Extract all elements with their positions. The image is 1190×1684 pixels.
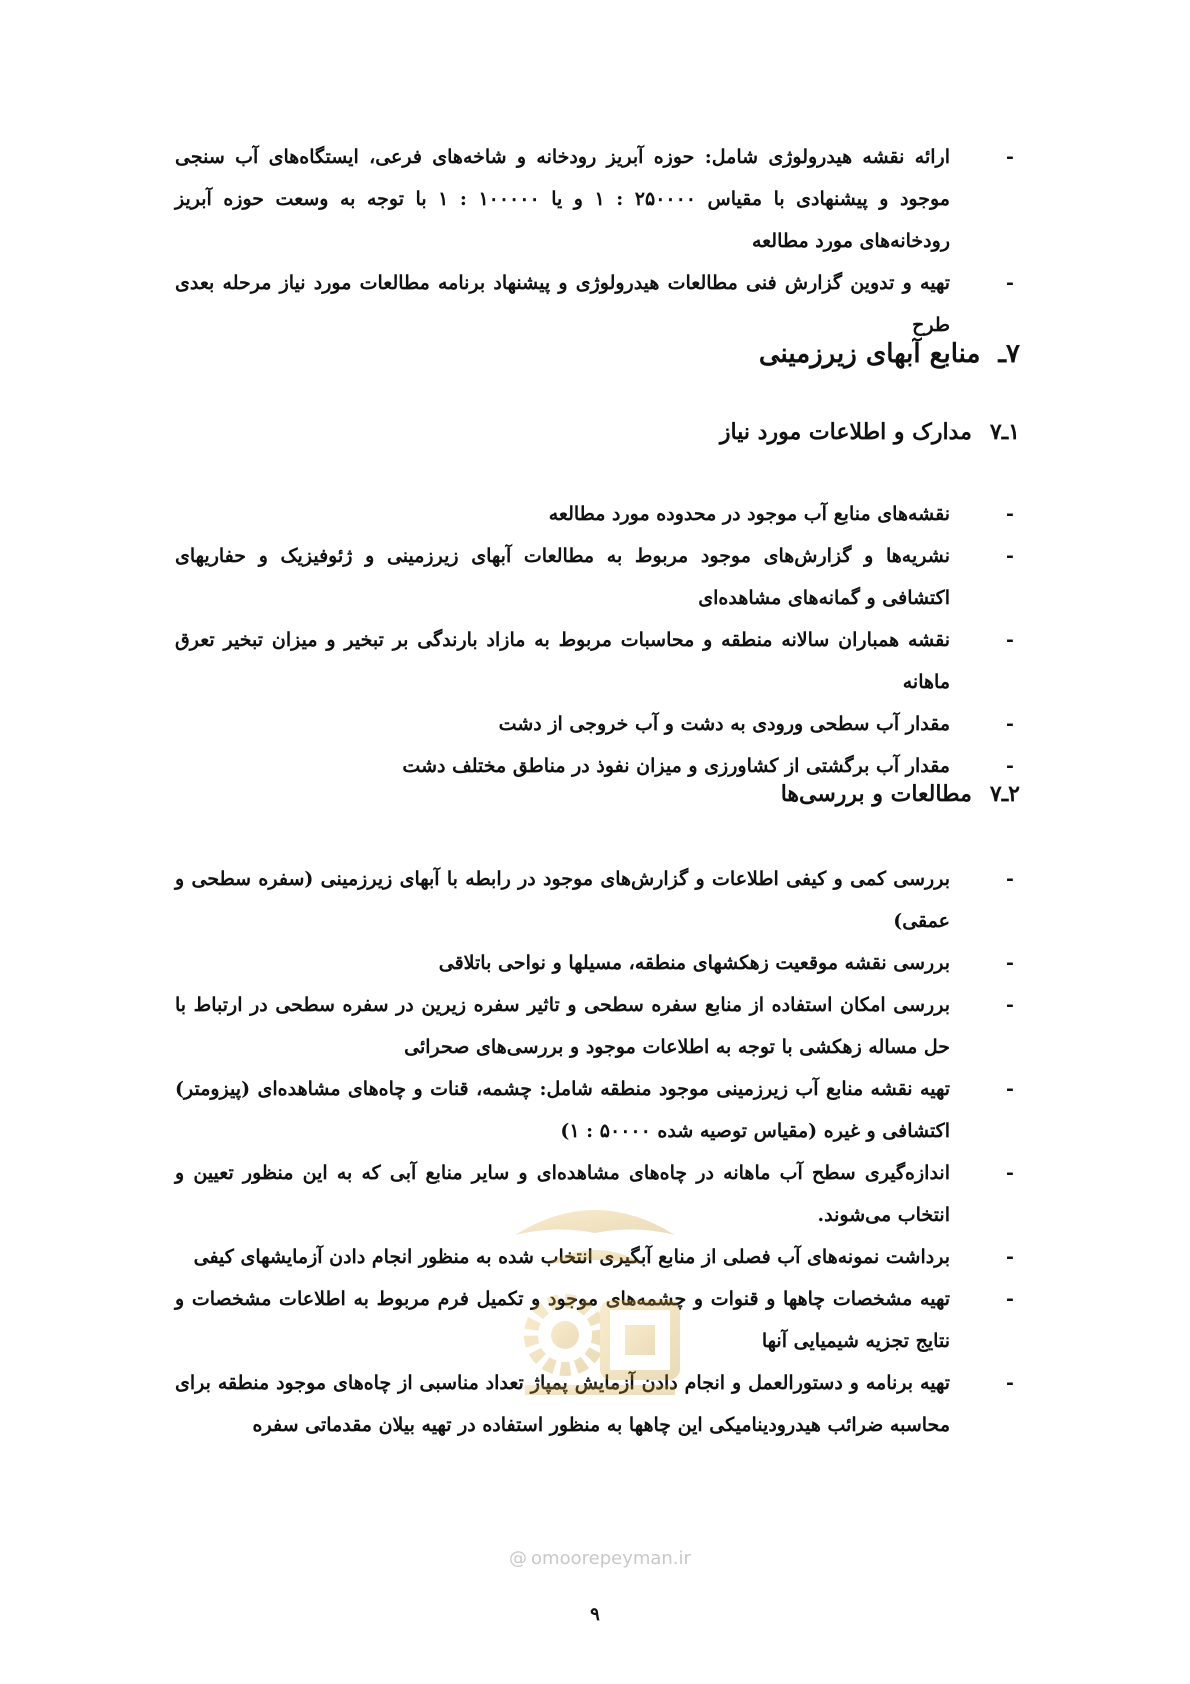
- list-item: [175, 1236, 1020, 1278]
- list-item-text: تهیه برنامه و دستورالعمل و انجام دادن آزمایش پمپاژ تعداد مناسبی از چاه‌های موجود منطقه برای محاسبه ضرائب هیدرودینامیکی این چاهها به منظور استفاده در تهیه بیلان مقدماتی سفره: [175, 1372, 950, 1436]
- section-heading: [759, 334, 1020, 374]
- subsection-heading-2: [781, 776, 1020, 812]
- list-item-text: مقدار آب سطحی ورودی به دشت و آب خروجی از دشت: [498, 713, 950, 735]
- subsection-2-list-block: [175, 858, 1020, 1446]
- list-item-text: تهیه مشخصات چاهها و قنوات و چشمه‌های موجود و تکمیل فرم مربوط به اطلاعات مشخصات و نتایج تجزیه شیمیایی آنها: [175, 1288, 950, 1352]
- list-item-text: تهیه و تدوین گزارش فنی مطالعات هیدرولوژی و پیشنهاد برنامه مطالعات مورد نیاز مرحله بعدی طرح: [175, 272, 950, 336]
- list-item: [175, 942, 1020, 984]
- subsection-1-list-block: [175, 493, 1020, 787]
- list-item: [175, 1278, 1020, 1362]
- subsection-1-list: [175, 493, 1020, 787]
- list-item-text: تهیه نقشه منابع آب زیرزمینی موجود منطقه شامل: چشمه، قنات و چاه‌های مشاهده‌ای (پیزومتر) اکتشافی و غیره (مقیاس توصیه شده ۵۰۰۰۰ : ۱): [175, 1078, 950, 1142]
- list-item-text: برداشت نمونه‌های آب فصلی از منابع آبگیری انتخاب شده به منظور انجام دادن آزمایشهای کیفی: [193, 1246, 950, 1268]
- bullet-dash: -: [1006, 545, 1014, 567]
- bullet-dash: -: [1006, 272, 1014, 294]
- list-item: [175, 619, 1020, 703]
- list-item: [175, 1362, 1020, 1446]
- at-sign-icon: @: [509, 1548, 528, 1569]
- subsection-2-list: [175, 858, 1020, 1446]
- subsection-number: ۱ـ۷: [989, 419, 1020, 445]
- list-item-text: مقدار آب برگشتی از کشاورزی و میزان نفوذ در مناطق مختلف دشت: [402, 755, 950, 777]
- bullet-dash: -: [1006, 1078, 1014, 1100]
- bullet-dash: -: [1006, 1246, 1014, 1268]
- list-item: [175, 703, 1020, 745]
- bullet-dash: -: [1006, 1162, 1014, 1184]
- bullet-dash: -: [1006, 994, 1014, 1016]
- list-item-text: بررسی کمی و کیفی اطلاعات و گزارش‌های موجود در رابطه با آبهای زیرزمینی (سفره سطحی و عمقی): [175, 868, 950, 932]
- list-item-text: نقشه‌های منابع آب موجود در محدوده مورد مطالعه: [548, 503, 950, 525]
- section-title: منابع آبهای زیرزمینی: [758, 339, 981, 369]
- list-item: [175, 136, 1020, 262]
- bullet-dash: -: [1006, 1372, 1014, 1394]
- top-list-block: [175, 136, 1020, 346]
- list-item: [175, 1152, 1020, 1236]
- bullet-dash: -: [1006, 868, 1014, 890]
- subsection-title: مدارک و اطلاعات مورد نیاز: [719, 419, 972, 445]
- bullet-dash: -: [1006, 503, 1014, 525]
- bullet-dash: -: [1006, 629, 1014, 651]
- list-item-text: اندازه‌گیری سطح آب ماهانه در چاه‌های مشاهده‌ای و سایر منابع آبی که به این منظور تعیین و انتخاب می‌شوند.: [175, 1162, 950, 1226]
- list-item-text: بررسی نقشه موقعیت زهکشهای منطقه، مسیلها و نواحی باتلاقی: [438, 952, 950, 974]
- bullet-dash: -: [1006, 713, 1014, 735]
- list-item: [175, 1068, 1020, 1152]
- watermark-url: omoorepeyman.ir: [531, 1548, 691, 1569]
- list-item-text: بررسی امکان استفاده از منابع سفره سطحی و تاثیر سفره زیرین در سفره سطحی در ارتباط با حل مساله زهکشی با توجه به اطلاعات موجود و بررسی‌های صحرائی: [175, 994, 950, 1058]
- list-item: [175, 493, 1020, 535]
- page-number: ۹: [590, 1604, 600, 1625]
- watermark-text: [500, 1548, 700, 1569]
- list-item-text: ارائه نقشه هیدرولوژی شامل: حوزه آبریز رودخانه و شاخه‌های فرعی، ایستگاه‌های آب سنجی موجود و پیشنهادی با مقیاس ۲۵۰۰۰۰ : ۱ و یا ۱۰۰۰۰۰ : ۱ با توجه به وسعت حوزه آبریز رودخانه‌های مورد مطالعه: [175, 146, 950, 252]
- list-item: [175, 858, 1020, 942]
- list-item-text: نقشه همباران سالانه منطقه و محاسبات مربوط به مازاد بارندگی بر تبخیر و میزان تبخیر تعرق ماهانه: [175, 629, 950, 693]
- bullet-dash: -: [1006, 1288, 1014, 1310]
- list-item-text: نشریه‌ها و گزارش‌های موجود مربوط به مطالعات آبهای زیرزمینی و ژئوفیزیک و حفاریهای اکتشافی و گمانه‌های مشاهده‌ای: [175, 545, 950, 609]
- section-number: ۷ـ: [998, 339, 1020, 369]
- subsection-heading-1: [720, 414, 1020, 450]
- subsection-number: ۲ـ۷: [989, 781, 1020, 807]
- list-item: [175, 535, 1020, 619]
- bullet-dash: -: [1006, 952, 1014, 974]
- top-list: [175, 136, 1020, 346]
- list-item: [175, 984, 1020, 1068]
- subsection-title: مطالعات و بررسی‌ها: [780, 781, 972, 807]
- bullet-dash: -: [1006, 146, 1014, 168]
- bullet-dash: -: [1006, 755, 1014, 777]
